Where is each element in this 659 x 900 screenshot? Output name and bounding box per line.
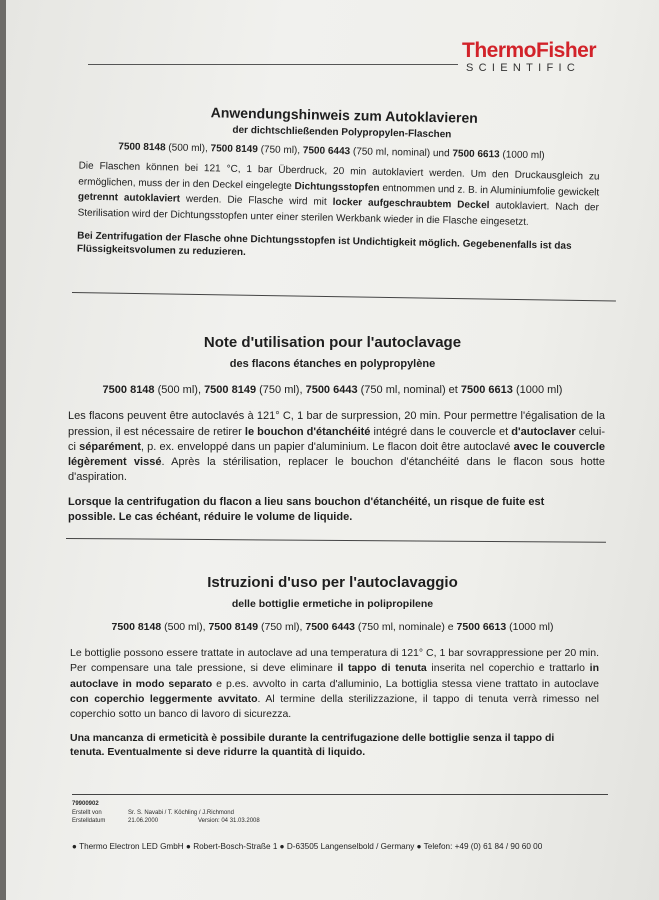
- section-german: [3, 100, 659, 268]
- document-number: 79900902: [72, 801, 99, 807]
- product-volume: (750 ml, nominale) e: [355, 620, 457, 633]
- centrifugation-warning: Bei Zentrifugation der Flasche ohne Dichtungsstopfen ist Undichtigkeit möglich. Gegebenenfalls ist das Flüssigkeitsvolumen zu reduzieren.: [76, 230, 572, 259]
- product-volume: (1000 ml): [506, 620, 554, 633]
- product-code: 7500 6613: [460, 384, 513, 397]
- section-title: Anwendungshinweis zum Autoklavieren: [210, 104, 478, 126]
- created-date-row: [72, 817, 260, 826]
- product-code: 7500 8148: [102, 384, 155, 397]
- centrifugation-warning: Una mancanza di ermeticità è possibile durante la centrifugazione delle bottiglie senza il tappo di tenuta. Eventualmente si deve ridurre la quantità di liquido.: [70, 732, 555, 758]
- document-metadata: [72, 800, 260, 826]
- section-title: Note d'utilisation pour l'autoclavage: [203, 334, 462, 351]
- emphasized-text: Dichtungsstopfen: [294, 180, 380, 194]
- header-rule: [88, 64, 458, 65]
- instruction-sheet: [6, 0, 659, 900]
- body-text: . Al termine della sterilizzazione, il tappo di tenuta verrà rimesso nel coperchio sotto un banco di lavoro di sicurezza.: [70, 692, 599, 721]
- created-by-label: Erstellt von: [72, 809, 102, 816]
- emphasized-text: d'autoclaver: [511, 425, 576, 438]
- centrifugation-warning: Lorsque la centrifugation du flacon a lieu sans bouchon d'étanchéité, un risque de fuite est possible. Le cas échéant, réduire le volume de liquide.: [68, 496, 545, 523]
- product-code: 7500 6443: [302, 145, 351, 158]
- product-volume: (1000 ml): [512, 384, 563, 397]
- section-french: [6, 334, 659, 524]
- product-code: 7500 8148: [111, 620, 162, 633]
- logo-wordmark: ThermoFisher: [462, 39, 597, 62]
- body-text: e p.es. avvolto in carta d'alluminio, La bottiglia stessa viene trattato in autoclave: [212, 677, 599, 690]
- created-date-value: 21.06.2000: [128, 818, 159, 825]
- product-code: 7500 6443: [305, 384, 358, 397]
- section-subtitle: delle bottiglie ermetiche in polipropilene: [231, 598, 434, 610]
- body-text: entnommen und z. B. in Aluminiumfolie gewickelt: [379, 182, 600, 199]
- emphasized-text: in autoclave in modo separato: [70, 662, 599, 690]
- body-text: intégré dans le couvercle et: [370, 425, 512, 438]
- created-by-value: Sr. S. Navabi / T. Köchling / J.Richmond: [128, 809, 234, 816]
- product-volume: (750 ml),: [256, 384, 306, 397]
- product-volume: (750 ml, nominal) et: [357, 384, 461, 397]
- logo-subtitle: SCIENTIFIC: [466, 62, 581, 74]
- section-divider: [72, 292, 616, 302]
- product-list: [6, 383, 659, 397]
- emphasized-text: le bouchon d'étanchéité: [244, 425, 371, 438]
- product-code: 7500 8149: [210, 143, 258, 156]
- body-text: Le bottiglie possono essere trattate in autoclave ad una temperatura di 121° C, 1 bar sovrappressione per 20 min. Per compensare una tale pressione, si deve eliminare: [70, 647, 599, 675]
- body-text: celui-ci: [68, 425, 606, 453]
- section-italian: [6, 574, 659, 760]
- emphasized-text: con coperchio leggermente avvitato: [70, 692, 258, 705]
- emphasized-text: avec le couvercle légèrement vissé: [68, 440, 606, 468]
- created-by-row: [72, 809, 260, 818]
- body-text: autoklaviert. Nach der Sterilisation wird der Dichtungsstopfen unter einer sterilen Werkbank wieder in die Flasche eingesetzt.: [77, 200, 599, 229]
- product-code: 7500 6443: [305, 620, 355, 633]
- product-code: 7500 8148: [118, 141, 166, 154]
- product-volume: (750 ml),: [257, 144, 303, 157]
- body-text: . Après la stérilisation, replacer le bouchon d'étanchéité dans le flacon sous hotte d'aspiration.: [68, 456, 605, 484]
- version-info: Version: 04 31.03.2008: [198, 818, 260, 825]
- section-divider: [66, 538, 606, 543]
- body-text: Les flacons peuvent être autoclavés à 121° C, 1 bar de surpression, 20 min. Pour permettre l'égalisation de la pression, il est nécessaire de retirer: [68, 410, 605, 438]
- section-subtitle: der dichtschließenden Polypropylen-Flaschen: [232, 124, 452, 141]
- product-volume: (500 ml),: [165, 142, 211, 155]
- section-body: [77, 158, 599, 232]
- section-subtitle: des flacons étanches en polypropylène: [229, 358, 436, 370]
- product-code: 7500 8149: [204, 384, 257, 397]
- emphasized-text: il tappo di tenuta: [337, 662, 427, 675]
- emphasized-text: locker aufgeschraubtem Deckel: [332, 197, 490, 212]
- product-volume: (750 ml),: [258, 620, 306, 633]
- product-code: 7500 8149: [208, 620, 259, 633]
- company-address: ● Thermo Electron LED GmbH ● Robert-Bosch-Straße 1 ● D-63505 Langenselbold / Germany ● Telefon: +49 (0) 61 84 / 90 60 00: [72, 842, 543, 851]
- footer-divider: [72, 794, 608, 795]
- created-date-label: Erstelldatum: [72, 818, 106, 825]
- product-volume: (500 ml),: [154, 384, 205, 397]
- emphasized-text: séparément: [79, 440, 141, 453]
- product-volume: (1000 ml): [499, 149, 545, 162]
- body-text: Die Flaschen können bei 121 °C, 1 bar Überdruck, 20 min autoklaviert werden. Um den Druckausgleich zu ermöglichen, muss der in den Deckel eingelegte: [78, 160, 600, 192]
- section-body: [68, 409, 605, 485]
- product-volume: (500 ml),: [161, 620, 209, 633]
- product-code: 7500 6613: [456, 620, 507, 633]
- body-text: inserita nel coperchio e trattarlo: [426, 662, 590, 675]
- product-volume: (750 ml, nominal) und: [350, 146, 453, 160]
- section-title: Istruzioni d'uso per l'autoclavaggio: [207, 574, 458, 591]
- thermofisher-logo: [462, 40, 596, 74]
- product-list: [6, 621, 659, 635]
- body-text: , p. ex. enveloppé dans un papier d'aluminium. Le flacon doit être autoclavé: [140, 440, 514, 453]
- emphasized-text: getrennt autoklaviert: [77, 191, 181, 206]
- product-code: 7500 6613: [452, 148, 500, 161]
- section-body: [70, 646, 599, 722]
- body-text: werden. Die Flasche wird mit: [179, 194, 333, 209]
